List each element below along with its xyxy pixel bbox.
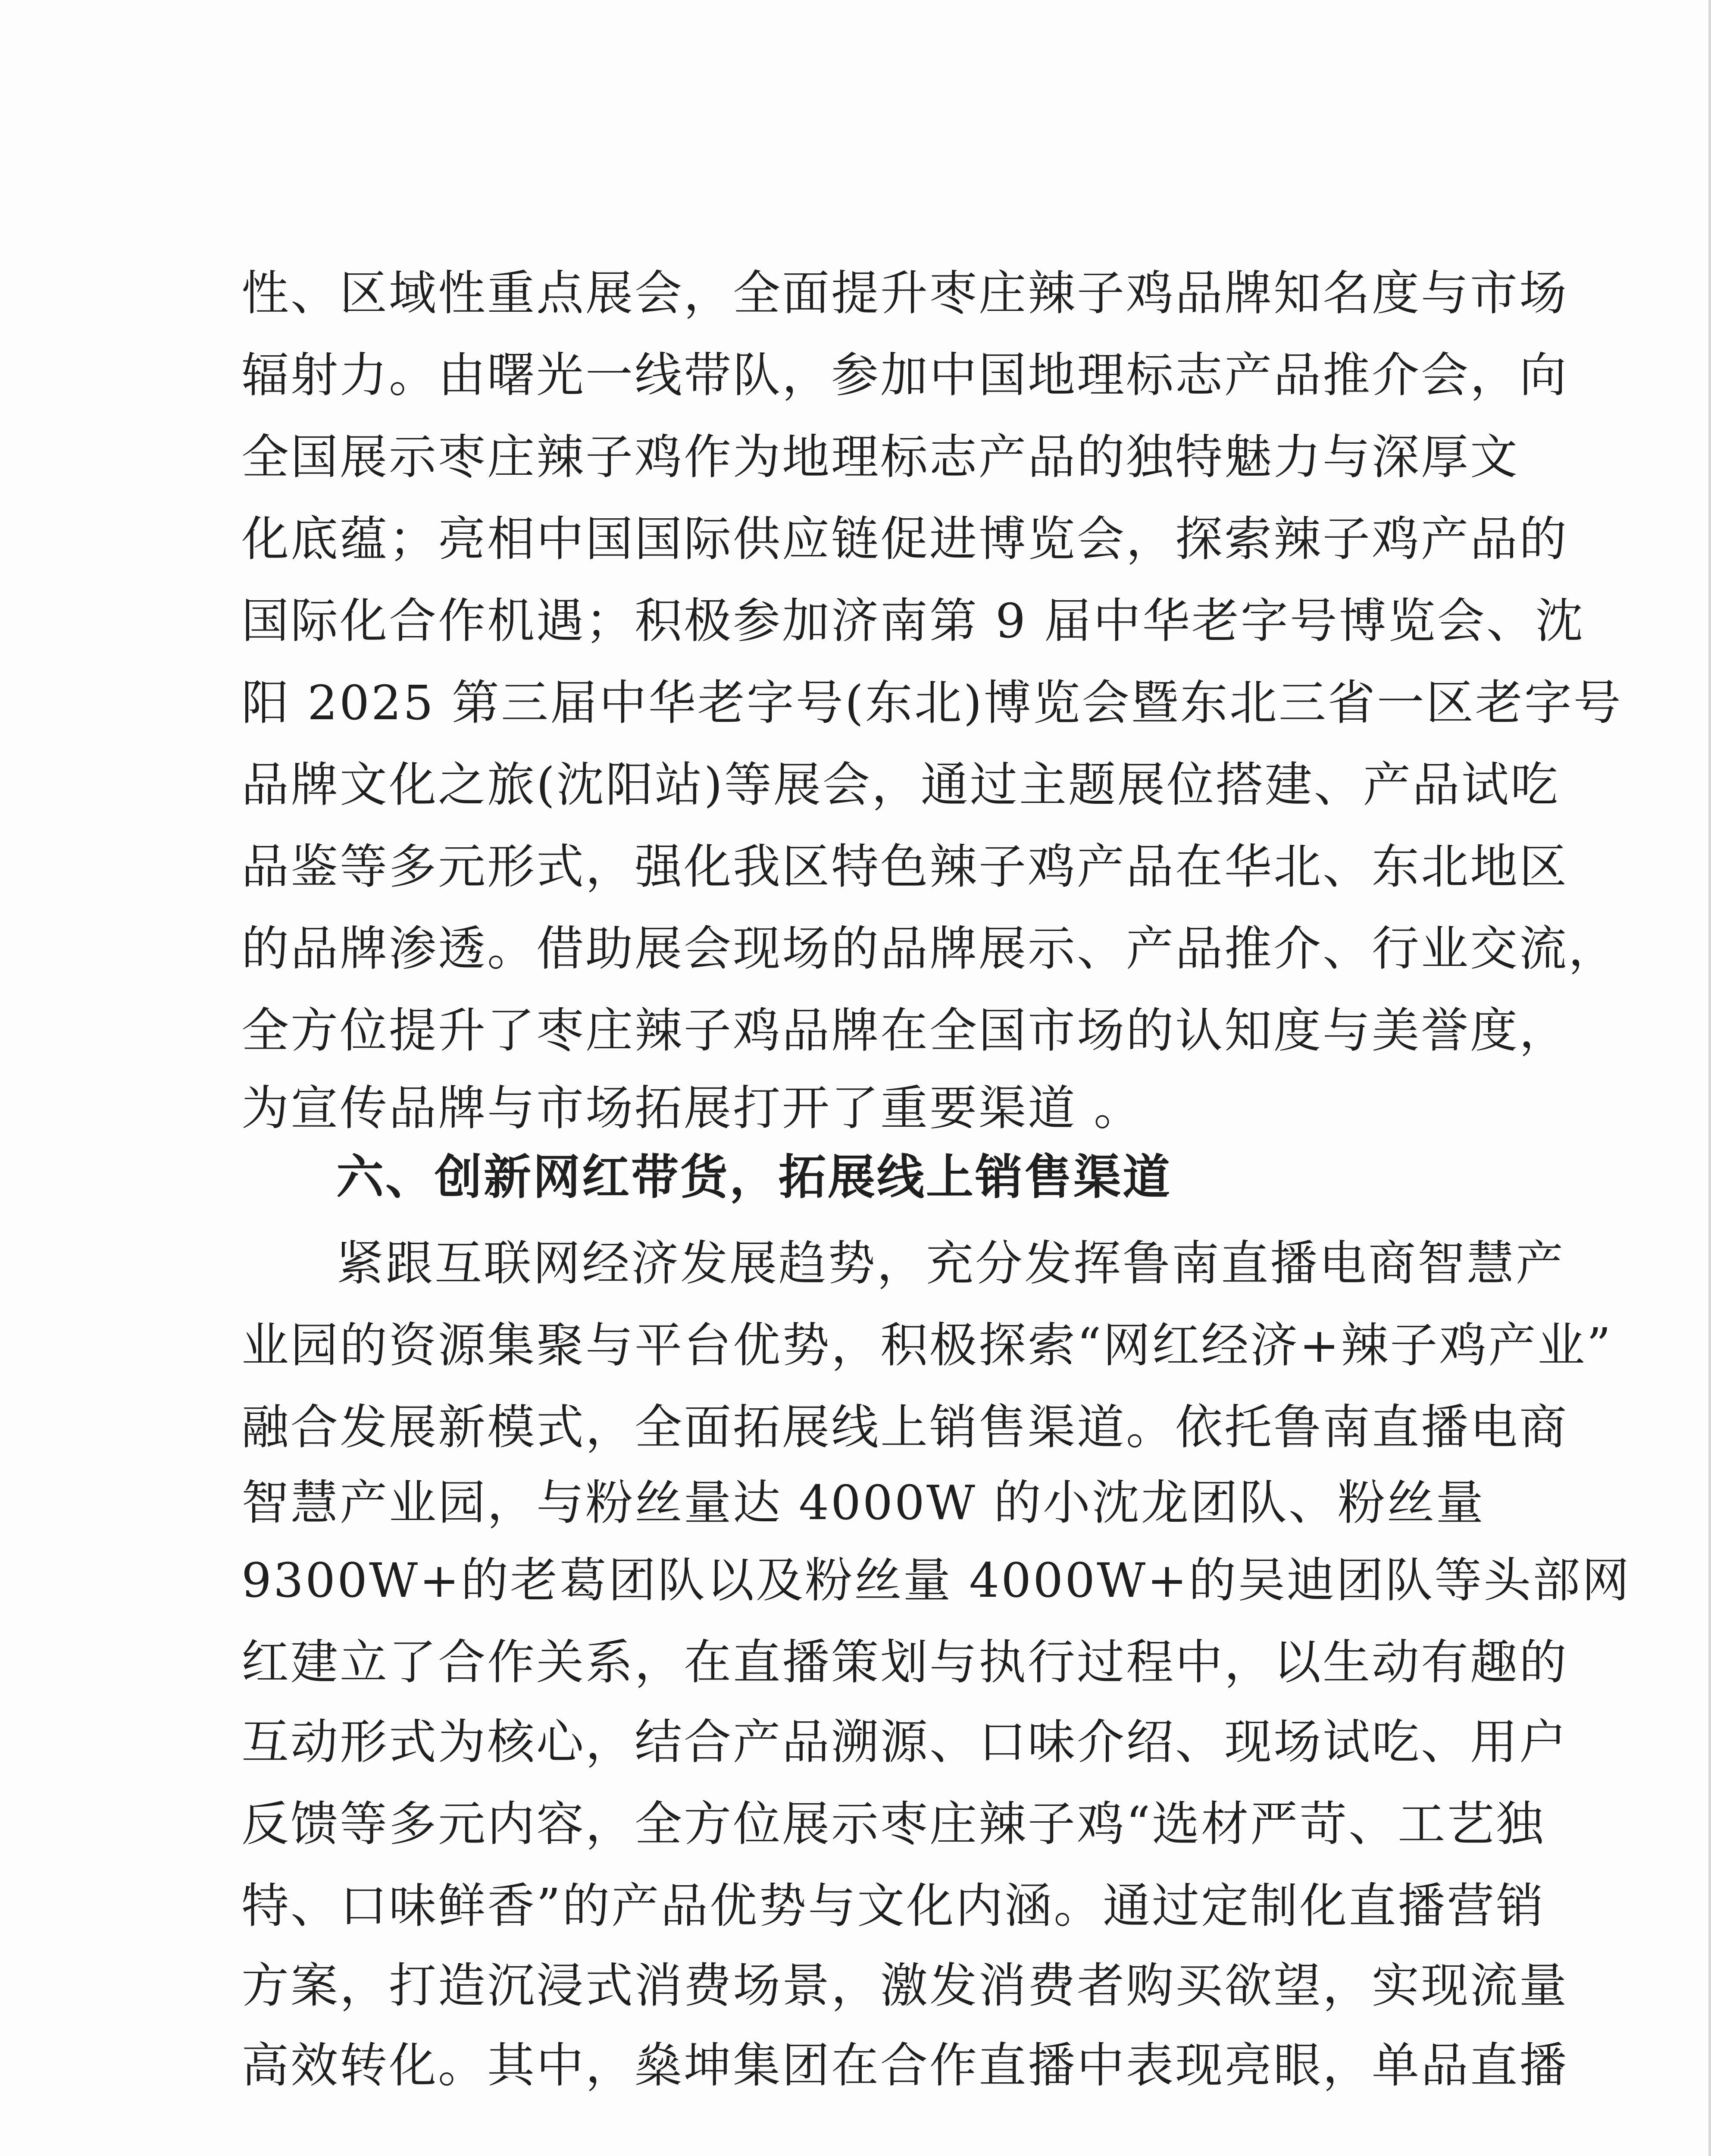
paragraph-line: 高效转化。其中，燊坤集团在合作直播中表现亮眼，单品直播 — [241, 2038, 1568, 2093]
paragraph-line: 紧跟互联网经济发展趋势，充分发挥鲁南直播电商智慧产 — [336, 1236, 1565, 1291]
paragraph-line: 红建立了合作关系，在直播策划与执行过程中，以生动有趣的 — [241, 1635, 1568, 1690]
paragraph-line: 9300W+的老葛团队以及粉丝量 4000W+的吴迪团队等头部网 — [241, 1553, 1631, 1608]
paragraph-line: 的品牌渗透。借助展会现场的品牌展示、产品推介、行业交流， — [241, 921, 1617, 976]
paragraph-line: 方案，打造沉浸式消费场景，激发消费者购买欲望，实现流量 — [241, 1958, 1568, 2013]
paragraph-line: 化底蕴；亮相中国国际供应链促进博览会，探索辣子鸡产品的 — [241, 511, 1568, 567]
paragraph-line: 特、口味鲜香”的产品优势与文化内涵。通过定制化直播营销 — [241, 1878, 1545, 1934]
paragraph-line: 性、区域性重点展会，全面提升枣庄辣子鸡品牌知名度与市场 — [241, 266, 1568, 321]
paragraph-line: 智慧产业园，与粉丝量达 4000W 的小沈龙团队、粉丝量 — [241, 1475, 1485, 1530]
paragraph-line: 融合发展新模式，全面拓展线上销售渠道。依托鲁南直播电商 — [241, 1400, 1568, 1455]
paragraph-line: 辐射力。由曙光一线带队，参加中国地理标志产品推介会，向 — [241, 348, 1568, 403]
page-edge-right — [1708, 0, 1711, 2156]
paragraph-line: 业园的资源集聚与平台优势，积极探索“网红经济+辣子鸡产业” — [241, 1318, 1613, 1373]
paragraph-line: 品牌文化之旅(沈阳站)等展会，通过主题展位搭建、产品试吃 — [241, 757, 1560, 812]
paragraph-line: 国际化合作机遇；积极参加济南第 9 届中华老字号博览会、沈 — [241, 593, 1585, 649]
paragraph-line: 互动形式为核心，结合产品溯源、口味介绍、现场试吃、用户 — [241, 1714, 1568, 1770]
paragraph-line: 全国展示枣庄辣子鸡作为地理标志产品的独特魅力与深厚文 — [241, 429, 1519, 485]
section-heading: 六、创新网红带货，拓展线上销售渠道 — [336, 1150, 1172, 1205]
paragraph-line: 全方位提升了枣庄辣子鸡品牌在全国市场的认知度与美誉度， — [241, 1003, 1568, 1058]
paragraph-line: 品鉴等多元形式，强化我区特色辣子鸡产品在华北、东北地区 — [241, 839, 1568, 894]
paragraph-line: 反馈等多元内容，全方位展示枣庄辣子鸡“选材严苛、工艺独 — [241, 1796, 1545, 1852]
paragraph-line: 为宣传品牌与市场拓展打开了重要渠道 。 — [241, 1081, 1143, 1136]
paragraph-line: 阳 2025 第三届中华老字号(东北)博览会暨东北三省一区老字号 — [241, 675, 1623, 730]
